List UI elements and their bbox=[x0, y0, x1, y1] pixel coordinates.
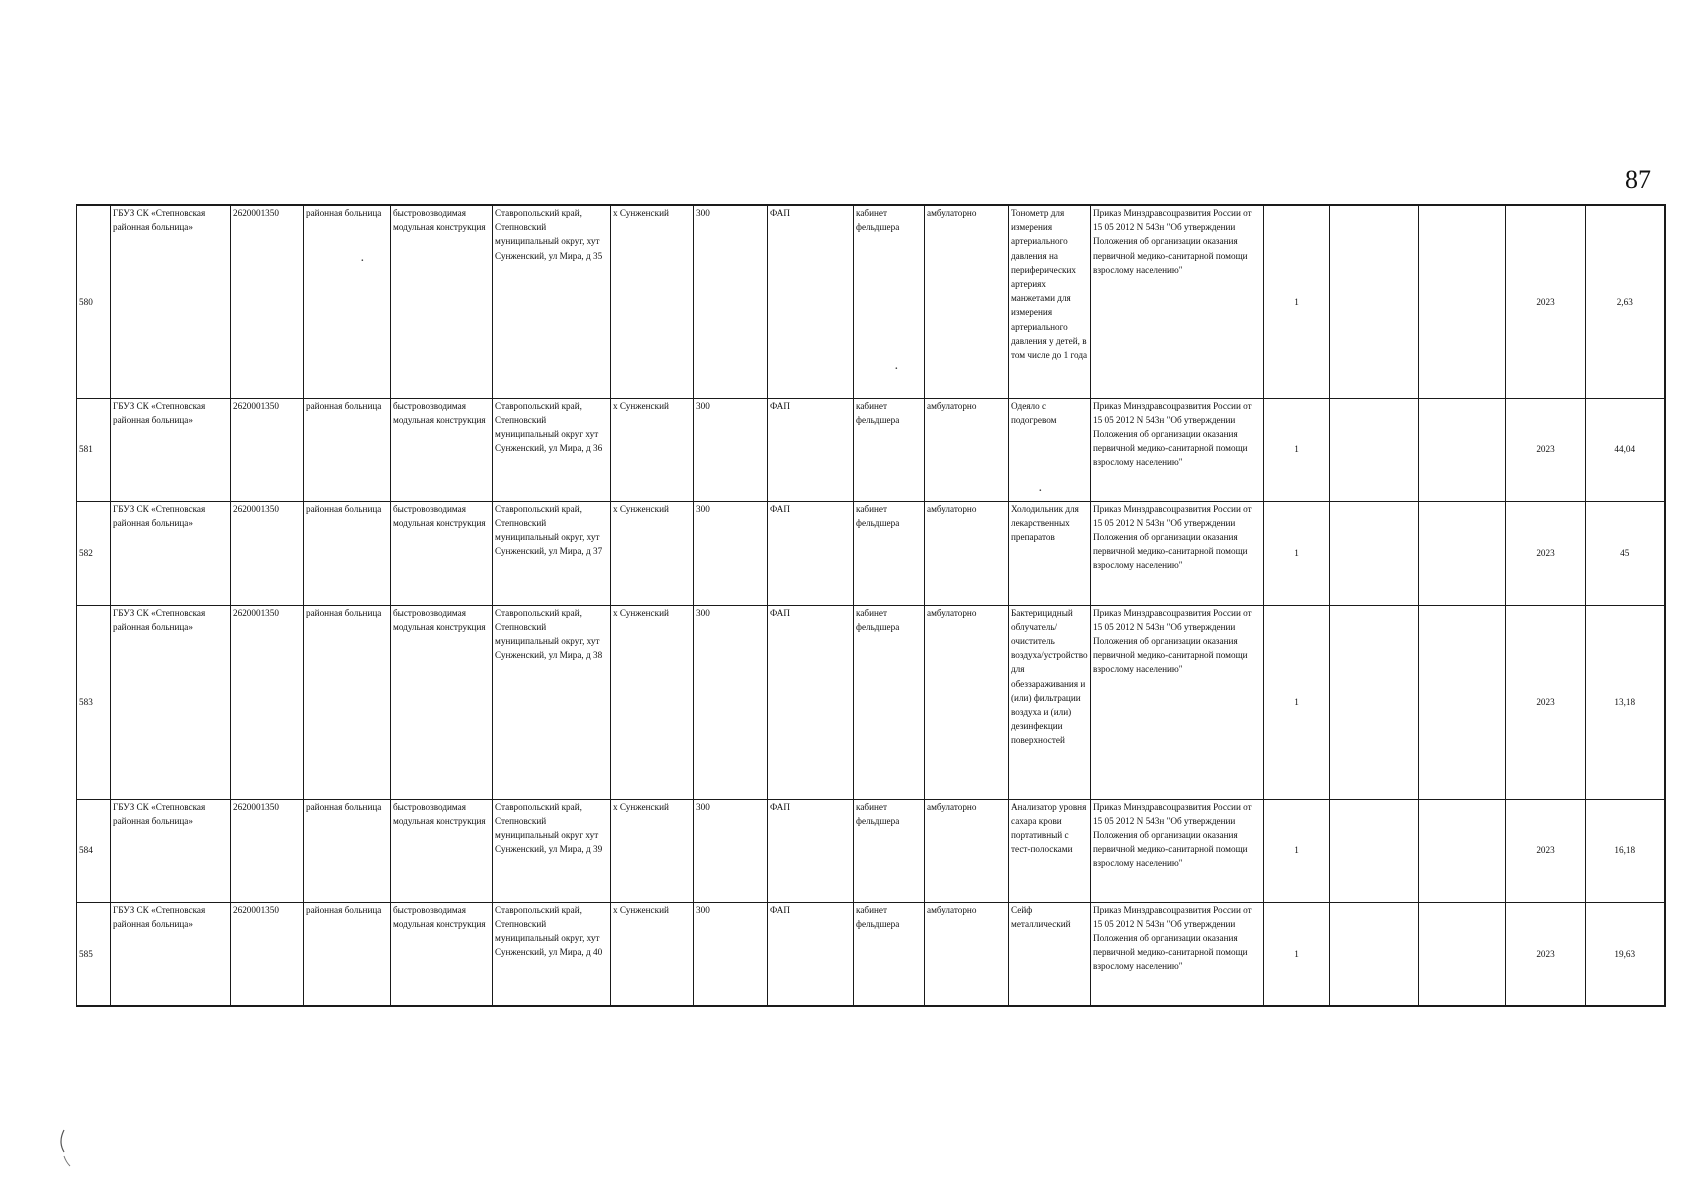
cell-e2 bbox=[1419, 902, 1506, 1006]
table-row bbox=[77, 605, 1665, 799]
cell-population: 300 bbox=[694, 205, 768, 398]
cell-unit: ФАП bbox=[768, 398, 854, 501]
cell-num: 584 bbox=[77, 799, 111, 902]
cell-mode: амбулаторно bbox=[925, 605, 1009, 799]
cell-building: быстровозводимая модульная конструкция bbox=[391, 605, 493, 799]
cell-type: районная больница bbox=[304, 799, 391, 902]
cell-room: кабинет фельдшера bbox=[854, 799, 925, 902]
cell-type: районная больница bbox=[304, 902, 391, 1006]
equipment-table bbox=[76, 204, 1666, 1007]
cell-equipment: Тонометр для измерения артериального давления на периферических артериях манжетами для измерения артериального давления у детей, в том числе до 1 года bbox=[1009, 205, 1091, 398]
scan-mark: · bbox=[1038, 484, 1043, 499]
cell-address: Ставропольский край, Степновский муниципальный округ, хут Сунженский, ул Мира, д 35 bbox=[493, 205, 611, 398]
table-row bbox=[77, 799, 1665, 902]
cell-type: районная больница bbox=[304, 205, 391, 398]
cell-amount: 16,18 bbox=[1586, 799, 1665, 902]
cell-num: 581 bbox=[77, 398, 111, 501]
cell-inn: 2620001350 bbox=[231, 398, 304, 501]
cell-amount: 45 bbox=[1586, 501, 1665, 605]
cell-building: быстровозводимая модульная конструкция bbox=[391, 398, 493, 501]
cell-type: районная больница bbox=[304, 501, 391, 605]
cell-org: ГБУЗ СК «Степновская районная больница» bbox=[111, 902, 231, 1006]
cell-e2 bbox=[1419, 398, 1506, 501]
cell-address: Ставропольский край, Степновский муниципальный округ хут Сунженский, ул Мира, д 36 bbox=[493, 398, 611, 501]
cell-e2 bbox=[1419, 605, 1506, 799]
cell-amount: 2,63 bbox=[1586, 205, 1665, 398]
cell-population: 300 bbox=[694, 398, 768, 501]
cell-address: Ставропольский край, Степновский муниципальный округ хут Сунженский, ул Мира, д 39 bbox=[493, 799, 611, 902]
cell-year: 2023 bbox=[1506, 902, 1586, 1006]
cell-order: Приказ Минздравсоцразвития России от 15 05 2012 N 543н "Об утверждении Положения об организации оказания первичной медико-санитарной помощи взрослому населению" bbox=[1091, 205, 1264, 398]
cell-year: 2023 bbox=[1506, 501, 1586, 605]
cell-inn: 2620001350 bbox=[231, 902, 304, 1006]
cell-num: 583 bbox=[77, 605, 111, 799]
cell-org: ГБУЗ СК «Степновская районная больница» bbox=[111, 605, 231, 799]
cell-e2 bbox=[1419, 205, 1506, 398]
cell-order: Приказ Минздравсоцразвития России от 15 05 2012 N 543н "Об утверждении Положения об организации оказания первичной медико-санитарной помощи взрослому населению" bbox=[1091, 398, 1264, 501]
cell-e1 bbox=[1330, 605, 1419, 799]
cell-org: ГБУЗ СК «Степновская районная больница» bbox=[111, 799, 231, 902]
cell-qty: 1 bbox=[1264, 902, 1330, 1006]
cell-e2 bbox=[1419, 501, 1506, 605]
cell-year: 2023 bbox=[1506, 205, 1586, 398]
cell-settlement: х Сунженский bbox=[611, 501, 694, 605]
cell-building: быстровозводимая модульная конструкция bbox=[391, 799, 493, 902]
cell-order: Приказ Минздравсоцразвития России от 15 05 2012 N 543н "Об утверждении Положения об организации оказания первичной медико-санитарной помощи взрослому населению" bbox=[1091, 799, 1264, 902]
cell-settlement: х Сунженский bbox=[611, 605, 694, 799]
cell-address: Ставропольский край, Степновский муниципальный округ, хут Сунженский, ул Мира, д 40 bbox=[493, 902, 611, 1006]
cell-mode: амбулаторно bbox=[925, 205, 1009, 398]
cell-equipment: Одеяло с подогревом bbox=[1009, 398, 1091, 501]
cell-e1 bbox=[1330, 205, 1419, 398]
cell-e1 bbox=[1330, 799, 1419, 902]
cell-building: быстровозводимая модульная конструкция bbox=[391, 902, 493, 1006]
cell-building: быстровозводимая модульная конструкция bbox=[391, 501, 493, 605]
cell-mode: амбулаторно bbox=[925, 501, 1009, 605]
cell-unit: ФАП bbox=[768, 501, 854, 605]
cell-mode: амбулаторно bbox=[925, 398, 1009, 501]
cell-num: 580 bbox=[77, 205, 111, 398]
cell-year: 2023 bbox=[1506, 799, 1586, 902]
cell-unit: ФАП bbox=[768, 799, 854, 902]
cell-amount: 13,18 bbox=[1586, 605, 1665, 799]
cell-year: 2023 bbox=[1506, 398, 1586, 501]
cell-unit: ФАП bbox=[768, 205, 854, 398]
scan-mark: · bbox=[360, 254, 365, 269]
cell-num: 582 bbox=[77, 501, 111, 605]
cell-type: районная больница bbox=[304, 605, 391, 799]
cell-address: Ставропольский край, Степновский муниципальный округ, хут Сунженский, ул Мира, д 38 bbox=[493, 605, 611, 799]
cell-inn: 2620001350 bbox=[231, 501, 304, 605]
table-row bbox=[77, 902, 1665, 1006]
cell-qty: 1 bbox=[1264, 605, 1330, 799]
cell-org: ГБУЗ СК «Степновская районная больница» bbox=[111, 398, 231, 501]
cell-order: Приказ Минздравсоцразвития России от 15 05 2012 N 543н "Об утверждении Положения об организации оказания первичной медико-санитарной помощи взрослому населению" bbox=[1091, 902, 1264, 1006]
cell-qty: 1 bbox=[1264, 398, 1330, 501]
cell-unit: ФАП bbox=[768, 902, 854, 1006]
cell-settlement: х Сунженский bbox=[611, 398, 694, 501]
cell-mode: амбулаторно bbox=[925, 902, 1009, 1006]
cell-unit: ФАП bbox=[768, 605, 854, 799]
cell-address: Ставропольский край, Степновский муниципальный округ, хут Сунженский, ул Мира, д 37 bbox=[493, 501, 611, 605]
cell-population: 300 bbox=[694, 501, 768, 605]
table-row bbox=[77, 205, 1665, 398]
cell-qty: 1 bbox=[1264, 205, 1330, 398]
cell-org: ГБУЗ СК «Степновская районная больница» bbox=[111, 501, 231, 605]
cell-settlement: х Сунженский bbox=[611, 902, 694, 1006]
cell-equipment: Сейф металлический bbox=[1009, 902, 1091, 1006]
cell-room: кабинет фельдшера bbox=[854, 902, 925, 1006]
cell-settlement: х Сунженский bbox=[611, 205, 694, 398]
cell-e1 bbox=[1330, 902, 1419, 1006]
cell-population: 300 bbox=[694, 799, 768, 902]
cell-room: кабинет фельдшера bbox=[854, 501, 925, 605]
cell-inn: 2620001350 bbox=[231, 605, 304, 799]
cell-inn: 2620001350 bbox=[231, 799, 304, 902]
cell-amount: 44,04 bbox=[1586, 398, 1665, 501]
cell-equipment: Холодильник для лекарственных препаратов bbox=[1009, 501, 1091, 605]
cell-settlement: х Сунженский bbox=[611, 799, 694, 902]
cell-amount: 19,63 bbox=[1586, 902, 1665, 1006]
cell-equipment: Бактерицидный облучатель/очиститель воздуха/устройство для обеззараживания и (или) фильтрации воздуха и (или) дезинфекции поверхностей bbox=[1009, 605, 1091, 799]
cell-population: 300 bbox=[694, 605, 768, 799]
cell-e1 bbox=[1330, 501, 1419, 605]
cell-e2 bbox=[1419, 799, 1506, 902]
cell-qty: 1 bbox=[1264, 501, 1330, 605]
cell-type: районная больница bbox=[304, 398, 391, 501]
cell-num: 585 bbox=[77, 902, 111, 1006]
cell-year: 2023 bbox=[1506, 605, 1586, 799]
cell-equipment: Анализатор уровня сахара крови портативный с тест-полосками bbox=[1009, 799, 1091, 902]
cell-mode: амбулаторно bbox=[925, 799, 1009, 902]
cell-org: ГБУЗ СК «Степновская районная больница» bbox=[111, 205, 231, 398]
scan-mark: · bbox=[894, 362, 899, 377]
cell-population: 300 bbox=[694, 902, 768, 1006]
table-row bbox=[77, 501, 1665, 605]
cell-room: кабинет фельдшера bbox=[854, 205, 925, 398]
scan-corner-mark bbox=[56, 1128, 76, 1168]
cell-room: кабинет фельдшера bbox=[854, 398, 925, 501]
cell-order: Приказ Минздравсоцразвития России от 15 05 2012 N 543н "Об утверждении Положения об организации оказания первичной медико-санитарной помощи взрослому населению" bbox=[1091, 501, 1264, 605]
page-number: 87 bbox=[1625, 165, 1651, 194]
cell-qty: 1 bbox=[1264, 799, 1330, 902]
cell-inn: 2620001350 bbox=[231, 205, 304, 398]
table-row bbox=[77, 398, 1665, 501]
cell-building: быстровозводимая модульная конструкция bbox=[391, 205, 493, 398]
cell-e1 bbox=[1330, 398, 1419, 501]
cell-room: кабинет фельдшера bbox=[854, 605, 925, 799]
cell-order: Приказ Минздравсоцразвития России от 15 05 2012 N 543н "Об утверждении Положения об организации оказания первичной медико-санитарной помощи взрослому населению" bbox=[1091, 605, 1264, 799]
